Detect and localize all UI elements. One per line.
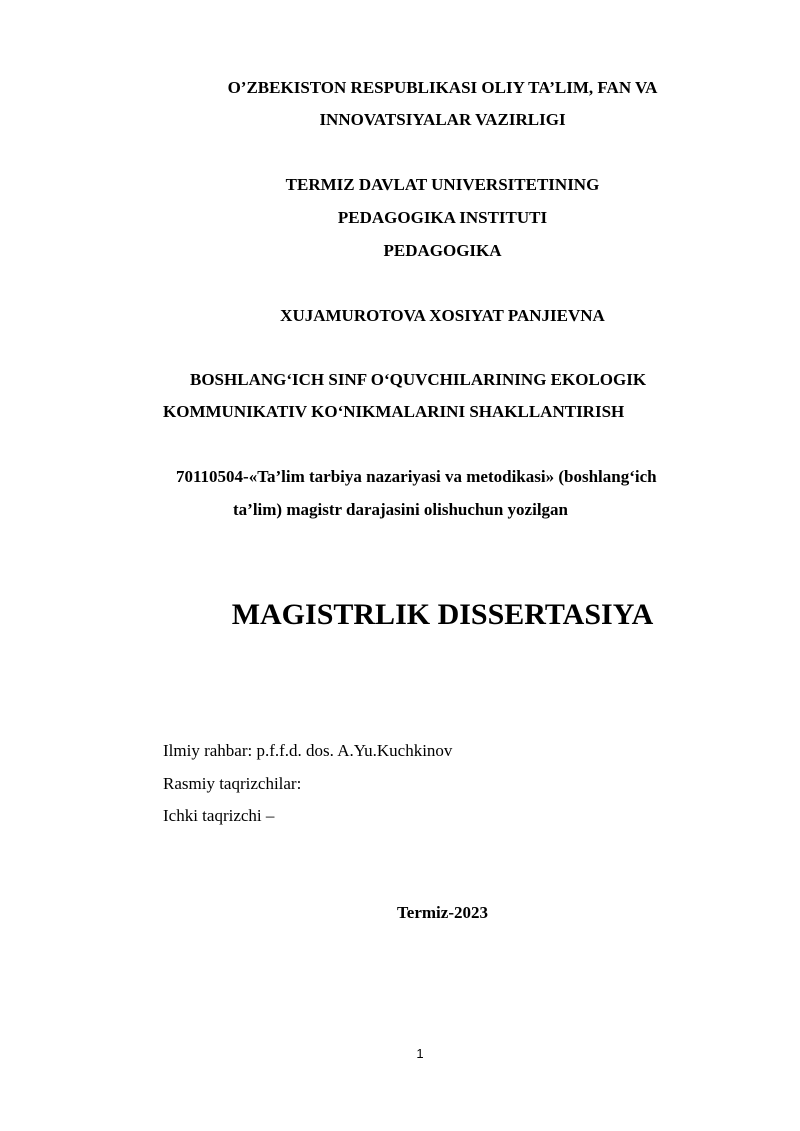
internal-reviewer: Ichki taqrizchi – <box>163 806 275 825</box>
institution-line-1: TERMIZ DAVLAT UNIVERSITETINING <box>285 175 600 194</box>
author-name: XUJAMUROTOVA XOSIYAT PANJIEVNA <box>280 306 605 325</box>
topic-line-1: BOSHLANG‘ICH SINF O‘QUVCHILARINING EKOLOGIK <box>190 370 647 389</box>
institution-line-3: PEDAGOGIKA <box>383 241 502 260</box>
scientific-advisor: Ilmiy rahbar: p.f.f.d. dos. A.Yu.Kuchkinov <box>163 741 453 760</box>
page-number: 1 <box>416 1046 424 1061</box>
ministry-line-2: INNOVATSIYALAR VAZIRLIGI <box>319 110 566 129</box>
ministry-line-1: O’ZBEKISTON RESPUBLIKASI OLIY TA’LIM, FAN VA <box>227 78 658 97</box>
topic-line-2: KOMMUNIKATIV KO‘NIKMALARINI SHAKLLANTIRISH <box>163 402 625 421</box>
document-type-heading: MAGISTRLIK DISSERTASIYA <box>231 598 654 631</box>
specialty-line-1: 70110504-«Ta’lim tarbiya nazariyasi va metodikasi» (boshlang‘ich <box>176 467 657 486</box>
official-reviewers: Rasmiy taqrizchilar: <box>163 774 302 793</box>
specialty-line-2: ta’lim) magistr darajasini olishuchun yozilgan <box>233 500 568 519</box>
institution-line-2: PEDAGOGIKA INSTITUTI <box>337 208 548 227</box>
place-year: Termiz-2023 <box>397 903 488 922</box>
